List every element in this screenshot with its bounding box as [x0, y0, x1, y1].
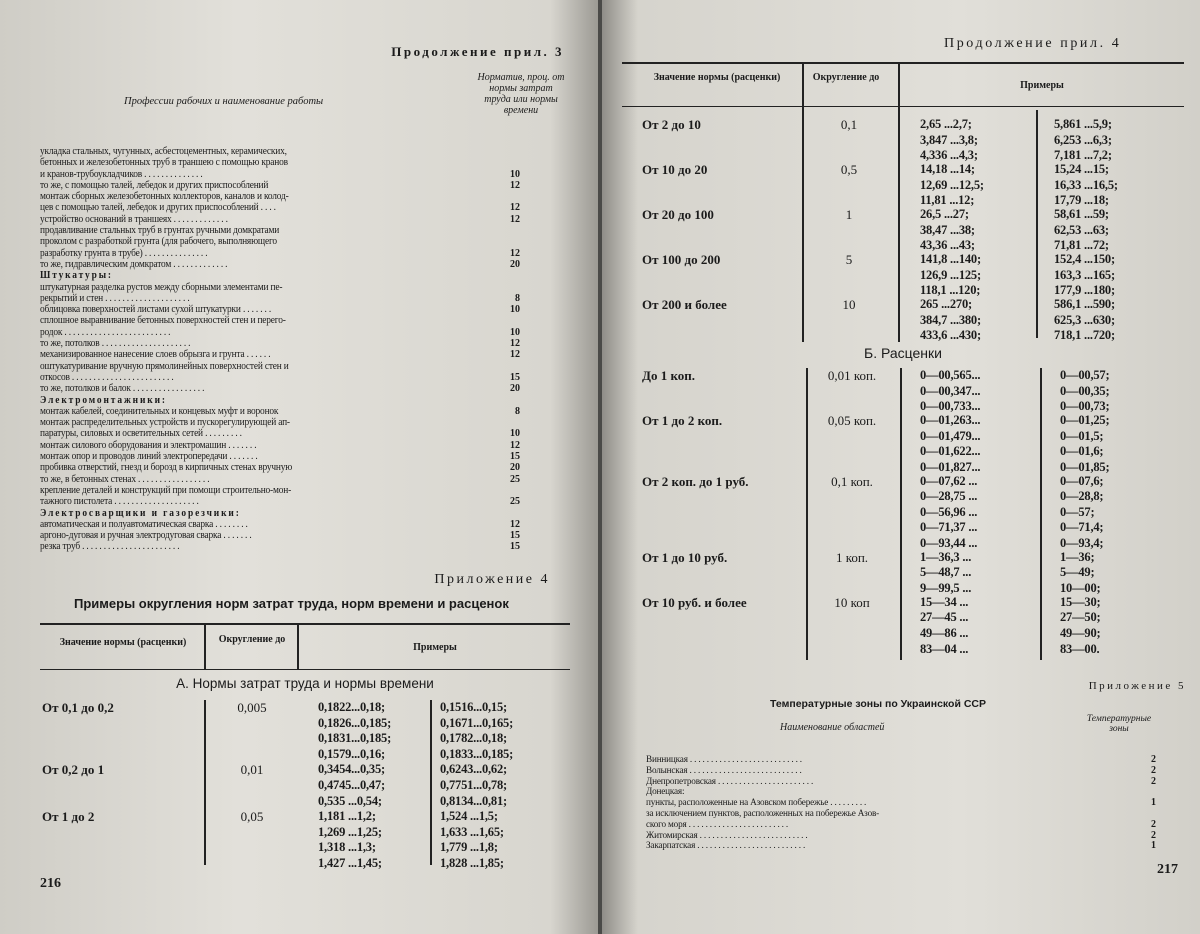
list-item	[40, 169, 570, 180]
zone-region: за исключением пунктов, расположенных на побережье Азов-	[646, 807, 880, 819]
table-head-round: Округление до	[812, 72, 880, 83]
list-item-text: то же, потолков и балок . . . . . . . . . . . . . . . . .	[40, 383, 205, 395]
example-value: 0,8134...0,81;	[440, 793, 507, 808]
page-header: Продолжение прил. 4	[944, 36, 1122, 51]
examples-right	[1054, 207, 1109, 254]
example-value: 0,7751...0,78;	[440, 777, 507, 792]
list-item	[40, 541, 570, 552]
example-value: 0—01,622...	[920, 444, 981, 459]
norm-value: 12	[510, 349, 520, 361]
example-value: 17,79 ...18;	[1054, 193, 1109, 208]
list-item-text: облицовка поверхностей листами сухой штукатурки . . . . . . .	[40, 304, 272, 316]
row-round: 0,005	[237, 700, 267, 715]
list-item	[40, 485, 570, 496]
list-item-text: рекрытий и стен . . . . . . . . . . . . . . . . . . . .	[40, 292, 190, 304]
example-value: 6,253 ...6,3;	[1054, 132, 1112, 147]
column-header-profession: Профессии рабочих и наименование работы	[124, 96, 324, 107]
example-value: 0,1782...0,18;	[440, 731, 507, 746]
table-head-value: Значение нормы (расценки)	[653, 72, 781, 83]
examples-right	[1060, 413, 1109, 475]
page-number: 217	[1157, 862, 1178, 877]
list-item-text: крепление деталей и конструкций при помощи строительно-мон-	[40, 484, 292, 496]
list-item-text: монтаж силового оборудования и электромашин . . . . . . .	[40, 439, 257, 451]
zones-head-region: Наименование областей	[780, 722, 885, 733]
example-value: 5,861 ...5,9;	[1054, 117, 1112, 131]
norm-value: 15	[510, 451, 520, 463]
examples-left	[920, 252, 981, 299]
example-value: 71,81 ...72;	[1054, 238, 1109, 253]
example-value: 384,7 ...380;	[920, 312, 981, 327]
example-value: 0—93,44 ...	[920, 535, 978, 550]
examples-right	[1054, 252, 1115, 299]
list-item	[40, 372, 570, 383]
table-divider	[204, 700, 206, 865]
list-item-text: механизированное нанесение слоев обрызга и грунта . . . . . .	[40, 349, 271, 361]
example-value: 1,828 ...1,85;	[440, 855, 504, 870]
example-value: 0,1671...0,165;	[440, 715, 514, 730]
list-item	[40, 395, 570, 406]
example-value: 586,1 ...590;	[1054, 297, 1115, 311]
norm-value: 10	[510, 326, 520, 338]
list-item	[40, 157, 570, 168]
list-item	[40, 361, 570, 372]
list-item	[40, 530, 570, 541]
list-item-text: оштукатуривание вручную прямолинейных поверхностей стен и	[40, 360, 289, 372]
table-divider	[806, 368, 808, 660]
zone-value: 2	[1151, 775, 1156, 787]
example-value: 0,1822...0,18;	[318, 700, 385, 714]
list-item-text: монтаж сборных железобетонных коллекторов, каналов и колод-	[40, 191, 289, 203]
zone-value: 2	[1151, 754, 1156, 765]
row-round: 1	[845, 207, 853, 222]
example-value: 0—01,827...	[920, 459, 981, 474]
list-item-text: и кранов-трубоукладчиков . . . . . . . . . . . . . .	[40, 168, 203, 180]
examples-left	[920, 595, 968, 657]
examples-left	[318, 700, 391, 762]
list-item	[40, 180, 570, 191]
zone-region: Донецкая:	[646, 786, 685, 798]
zones-list	[646, 755, 1156, 852]
example-value: 26,5 ...27;	[920, 207, 969, 221]
zone-value: 2	[1151, 829, 1156, 841]
examples-right	[440, 809, 504, 871]
list-item	[40, 259, 570, 270]
zone-region: Житомирская . . . . . . . . . . . . . . . . . . . . . . . . . .	[646, 829, 808, 841]
examples-right	[440, 700, 513, 762]
example-value: 0,1833...0,185;	[440, 746, 514, 761]
example-value: 15,24 ...15;	[1054, 162, 1109, 176]
example-value: 1,779 ...1,8;	[440, 840, 498, 855]
table-divider	[1036, 110, 1038, 338]
row-range: От 10 до 20	[642, 162, 708, 177]
table-divider	[297, 624, 299, 670]
table-head-examples: Примеры	[413, 642, 457, 653]
example-value: 12,69 ...12,5;	[920, 177, 984, 192]
zone-value: 1	[1151, 797, 1156, 809]
example-value: 0—01,263...	[920, 413, 981, 427]
example-value: 0—01,85;	[1060, 459, 1110, 474]
example-value: 163,3 ...165;	[1054, 267, 1115, 282]
example-value: 0,6243...0,62;	[440, 762, 507, 777]
list-item-text: бетонных и железобетонных труб в траншею с помощью кранов	[40, 157, 288, 169]
row-range: От 200 и более	[642, 297, 727, 312]
example-value: 43,36 ...43;	[920, 238, 975, 253]
example-value: 0—71,4;	[1060, 520, 1104, 535]
norm-value: 12	[510, 202, 520, 214]
norm-value: 20	[510, 462, 520, 474]
norm-value: 12	[510, 179, 520, 191]
appendix-subtitle: Примеры округления норм затрат труда, норм времени и расценок	[74, 596, 509, 611]
example-value: 718,1 ...720;	[1054, 328, 1115, 343]
norm-value: 12	[510, 338, 520, 350]
example-value: 62,53 ...63;	[1054, 222, 1109, 237]
list-item	[40, 214, 570, 225]
zones-head-zone: Температурные зоны	[1086, 714, 1152, 734]
appendix5-title: Приложение 5	[1088, 680, 1186, 692]
row-round: 5	[845, 252, 853, 267]
example-value: 0—00,73;	[1060, 399, 1110, 414]
example-value: 1,633 ...1,65;	[440, 824, 504, 839]
example-value: 0,4745...0,47;	[318, 777, 385, 792]
example-value: 0,3454...0,35;	[318, 762, 385, 777]
example-value: 15—30;	[1060, 594, 1101, 609]
example-value: 4,336 ...4,3;	[920, 148, 978, 163]
list-item-text: паратуры, силовых и осветительных сетей . . . . . . . . .	[40, 428, 242, 440]
table-divider	[1040, 368, 1042, 660]
row-round: 0,05	[240, 809, 264, 825]
zone-region: Винницкая . . . . . . . . . . . . . . . . . . . . . . . . . . .	[646, 754, 802, 765]
norm-value: 25	[510, 473, 520, 485]
example-value: 433,6 ...430;	[920, 328, 981, 343]
list-item-text: монтаж опор и проводов линий электропередачи . . . . . . .	[40, 451, 258, 463]
list-item	[40, 293, 570, 304]
table-head-rule	[622, 106, 1184, 107]
row-round: 0,1	[840, 117, 858, 132]
example-value: 265 ...270;	[920, 297, 972, 311]
zone-region: Днепропетровская . . . . . . . . . . . . . . . . . . . . . . .	[646, 775, 814, 787]
row-round: 0,01	[240, 762, 264, 778]
row-round: 0,01 коп.	[827, 368, 877, 383]
section-b-title: Б. Расценки	[864, 345, 942, 361]
examples-right	[1054, 117, 1112, 164]
list-item-text: штукатурная разделка рустов между сборными элементами пе-	[40, 281, 283, 293]
list-item	[40, 428, 570, 439]
list-item-text: цев с помощью талей, лебедок и других приспособлений . . . .	[40, 202, 276, 214]
zone-region: пункты, расположенные на Азовском побережье . . . . . . . . .	[646, 797, 867, 809]
example-value: 0—57;	[1060, 504, 1095, 519]
list-item	[40, 248, 570, 259]
zone-value: 2	[1151, 764, 1156, 776]
norm-value: 15	[510, 530, 520, 542]
table-divider	[900, 368, 902, 660]
list-item	[40, 417, 570, 428]
examples-right	[1060, 550, 1100, 597]
row-range: От 100 до 200	[642, 252, 721, 267]
example-value: 126,9 ...125;	[920, 267, 981, 282]
examples-left	[920, 550, 971, 597]
example-value: 1,524 ...1,5;	[440, 809, 498, 824]
list-item	[40, 406, 570, 417]
examples-left	[920, 413, 980, 475]
example-value: 0—00,347...	[920, 383, 981, 398]
list-item	[40, 146, 570, 157]
left-page	[0, 0, 598, 934]
example-value: 49—90;	[1060, 625, 1101, 640]
examples-left	[920, 297, 981, 344]
example-value: 625,3 ...630;	[1054, 312, 1115, 327]
list-item-text: резка труб . . . . . . . . . . . . . . . . . . . . . . .	[40, 541, 180, 553]
list-item-text: монтаж распределительных устройств и пускорегулирующей ап-	[40, 417, 290, 429]
table-divider	[204, 624, 206, 670]
example-value: 14,18 ...14;	[920, 162, 975, 176]
example-value: 118,1 ...120;	[920, 283, 981, 298]
example-value: 5—49;	[1060, 565, 1095, 580]
row-range: До 1 коп.	[642, 368, 696, 383]
right-page	[602, 0, 1200, 934]
norm-value: 20	[510, 383, 520, 395]
example-value: 27—45 ...	[920, 610, 969, 625]
list-item	[40, 474, 570, 485]
list-item	[40, 519, 570, 530]
list-item	[40, 282, 570, 293]
row-round: 0,05 коп.	[827, 413, 877, 428]
list-item-text: аргоно-дуговая и ручная электродуговая сварка . . . . . . .	[40, 530, 252, 542]
row-round: 10	[842, 297, 856, 312]
list-item-text: Электросварщики и газорезчики:	[40, 507, 241, 519]
row-range: От 20 до 100	[642, 207, 714, 222]
zone-region: Волынская . . . . . . . . . . . . . . . . . . . . . . . . . . .	[646, 764, 802, 776]
norm-value: 12	[510, 439, 520, 451]
table-head-round: Округление до	[218, 634, 286, 645]
examples-left	[920, 207, 975, 254]
example-value: 27—50;	[1060, 610, 1101, 625]
example-value: 10—00;	[1060, 580, 1101, 595]
norm-value: 10	[510, 304, 520, 316]
list-item-text: укладка стальных, чугунных, асбестоцементных, керамических,	[40, 146, 287, 157]
row-round: 10 коп	[834, 594, 870, 610]
example-value: 0,1826...0,185;	[318, 715, 392, 730]
examples-left	[920, 162, 984, 209]
list-item	[40, 327, 570, 338]
example-value: 0—00,733...	[920, 399, 981, 414]
list-item	[40, 451, 570, 462]
examples-right	[1060, 368, 1109, 415]
example-value: 0—56,96 ...	[920, 504, 978, 519]
examples-right	[440, 762, 507, 809]
list-item	[40, 383, 570, 394]
list-item	[40, 440, 570, 451]
example-value: 141,8 ...140;	[920, 252, 981, 266]
example-value: 1,427 ...1,45;	[318, 855, 382, 870]
examples-left	[318, 762, 385, 809]
example-value: 58,61 ...59;	[1054, 207, 1109, 221]
row-range: От 10 руб. и более	[642, 594, 747, 610]
example-value: 5—48,7 ...	[920, 565, 972, 580]
list-item-text: проколом с разработкой грунта (для рабочего, выполняющего	[40, 236, 277, 248]
list-item	[40, 225, 570, 236]
example-value: 16,33 ...16,5;	[1054, 177, 1118, 192]
table-divider	[898, 62, 900, 342]
zone-region: ского моря . . . . . . . . . . . . . . . . . . . . . . . .	[646, 818, 789, 830]
norm-value: 15	[510, 541, 520, 553]
example-value: 1—36,3 ...	[920, 549, 972, 564]
table-top-rule	[622, 62, 1184, 64]
example-value: 1,269 ...1,25;	[318, 824, 382, 839]
table-head-examples: Примеры	[1020, 80, 1064, 91]
examples-left	[318, 809, 382, 871]
example-value: 0—07,62 ...	[920, 473, 978, 488]
section-a-title: А. Нормы затрат труда и нормы времени	[176, 676, 434, 691]
example-value: 11,81 ...12;	[920, 193, 975, 208]
example-value: 83—00.	[1060, 641, 1100, 656]
row-round: 1 коп.	[835, 549, 869, 565]
list-item	[646, 777, 1156, 788]
example-value: 0,1516...0,15;	[440, 700, 507, 714]
list-item-text: Электромонтажники:	[40, 394, 167, 406]
norm-value: 12	[510, 247, 520, 259]
example-value: 0—07,6;	[1060, 473, 1104, 488]
example-value: 0—01,5;	[1060, 428, 1104, 443]
example-value: 0—00,565...	[920, 368, 981, 382]
row-range: От 2 коп. до 1 руб.	[642, 473, 749, 489]
example-value: 0—00,35;	[1060, 383, 1110, 398]
table-head-value: Значение нормы (расценки)	[59, 637, 187, 648]
list-item-text: разработку грунта в трубе) . . . . . . . . . . . . . . .	[40, 247, 208, 259]
example-value: 9—99,5 ...	[920, 580, 972, 595]
list-item	[40, 304, 570, 315]
example-value: 0—93,4;	[1060, 535, 1104, 550]
example-value: 0—28,75 ...	[920, 489, 978, 504]
list-item	[40, 202, 570, 213]
examples-left	[920, 474, 977, 552]
example-value: 0—01,25;	[1060, 413, 1110, 427]
examples-right	[1054, 297, 1115, 344]
example-value: 15—34 ...	[920, 594, 969, 609]
example-value: 0—28,8;	[1060, 489, 1104, 504]
list-item-text: пробивка отверстий, гнезд и борозд в кирпичных стенах вручную	[40, 462, 293, 474]
example-value: 0—71,37 ...	[920, 520, 978, 535]
zone-region: Закарпатская . . . . . . . . . . . . . . . . . . . . . . . . . .	[646, 840, 806, 852]
page-number: 216	[40, 876, 61, 891]
examples-right	[1060, 595, 1100, 657]
list-item	[40, 191, 570, 202]
norm-value: 25	[510, 496, 520, 508]
zone-value: 1	[1151, 840, 1156, 852]
example-value: 49—86 ...	[920, 625, 969, 640]
example-value: 0,1831...0,185;	[318, 731, 392, 746]
list-item-text: Штукатуры:	[40, 270, 113, 282]
table-top-rule	[40, 623, 570, 625]
norm-value: 8	[515, 405, 520, 417]
list-item	[40, 496, 570, 507]
row-range: От 0,2 до 1	[42, 762, 105, 778]
list-item-text: то же, гидравлическим домкратом . . . . . . . . . . . . .	[40, 258, 228, 270]
example-value: 0—00,57;	[1060, 368, 1110, 382]
norm-value: 8	[515, 292, 520, 304]
list-item	[40, 349, 570, 360]
list-item-text: то же, потолков . . . . . . . . . . . . . . . . . . . . .	[40, 338, 191, 350]
examples-left	[920, 117, 978, 164]
example-value: 3,847 ...3,8;	[920, 132, 978, 147]
list-item	[40, 338, 570, 349]
row-range: От 1 до 2 коп.	[642, 413, 723, 428]
examples-right	[1054, 162, 1118, 209]
norm-value: 10	[510, 428, 520, 440]
example-value: 1,318 ...1,3;	[318, 840, 376, 855]
column-header-norm: Норматив, проц. от нормы затрат труда или нормы времени	[477, 72, 565, 116]
norm-value: 12	[510, 213, 520, 225]
list-item	[646, 841, 1156, 852]
norm-value: 12	[510, 518, 520, 530]
example-value: 7,181 ...7,2;	[1054, 148, 1112, 163]
example-value: 0—01,6;	[1060, 444, 1104, 459]
list-item-text: то же, в бетонных стенах . . . . . . . . . . . . . . . . .	[40, 473, 210, 485]
list-item-text: то же, с помощью талей, лебедок и других приспособлений	[40, 179, 269, 191]
row-round: 0,1 коп.	[831, 473, 873, 489]
list-item-text: сплошное выравнивание бетонных поверхностей стен и перего-	[40, 315, 286, 327]
example-value: 0,1579...0,16;	[318, 746, 385, 761]
list-item	[40, 508, 570, 519]
examples-right	[1060, 474, 1103, 552]
example-value: 177,9 ...180;	[1054, 283, 1115, 298]
row-range: От 2 до 10	[642, 117, 701, 132]
list-item-text: откосов . . . . . . . . . . . . . . . . . . . . . . . .	[40, 371, 174, 383]
table-head-rule	[40, 669, 570, 670]
list-item-text: устройство оснований в траншеях . . . . . . . . . . . . .	[40, 213, 228, 225]
row-range: От 1 до 10 руб.	[642, 549, 728, 565]
list-item-text: тажного пистолета . . . . . . . . . . . . . . . . . . . .	[40, 496, 199, 508]
example-value: 38,47 ...38;	[920, 222, 975, 237]
list-item	[40, 270, 570, 281]
example-value: 2,65 ...2,7;	[920, 117, 972, 131]
list-item	[40, 315, 570, 326]
profession-list	[40, 146, 570, 553]
table-divider	[430, 700, 432, 865]
list-item	[40, 236, 570, 247]
list-item	[40, 462, 570, 473]
norm-value: 15	[510, 371, 520, 383]
table-divider	[802, 62, 804, 342]
row-range: От 0,1 до 0,2	[42, 700, 114, 715]
appendix-title: Приложение 4	[434, 572, 550, 587]
list-item-text: автоматическая и полуавтоматическая сварка . . . . . . . .	[40, 518, 248, 530]
list-item-text: продавливание стальных труб в грунтах ручными домкратами	[40, 225, 280, 237]
row-range: От 1 до 2	[42, 809, 95, 825]
example-value: 0—01,479...	[920, 428, 981, 443]
example-value: 1,181 ...1,2;	[318, 809, 376, 824]
list-item-text: родок . . . . . . . . . . . . . . . . . . . . . . . . .	[40, 326, 171, 338]
zone-value: 2	[1151, 818, 1156, 830]
example-value: 0,535 ...0,54;	[318, 793, 382, 808]
norm-value: 10	[510, 168, 520, 180]
page-header: Продолжение прил. 3	[391, 44, 564, 59]
example-value: 83—04 ...	[920, 641, 969, 656]
examples-left	[920, 368, 980, 415]
norm-value: 20	[510, 258, 520, 270]
appendix5-subtitle: Температурные зоны по Украинской ССР	[770, 698, 986, 710]
example-value: 152,4 ...150;	[1054, 252, 1115, 266]
row-round: 0,5	[840, 162, 858, 177]
example-value: 1—36;	[1060, 549, 1095, 564]
list-item-text: монтаж кабелей, соединительных и концевых муфт и воронок	[40, 405, 279, 417]
